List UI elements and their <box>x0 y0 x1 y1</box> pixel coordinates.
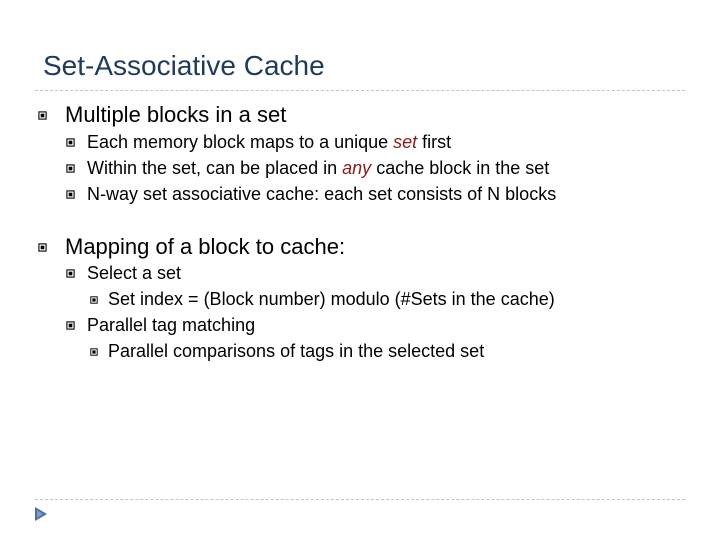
item-text: Within the set, can be placed in <box>87 158 343 178</box>
square-bullet-icon <box>66 164 75 173</box>
square-bullet-icon <box>90 348 98 356</box>
list-item-unique-set <box>87 132 451 153</box>
list-item-n-way: N-way set associative cache: each set consists of N blocks <box>87 184 557 204</box>
list-item-tag-matching: Parallel tag matching <box>87 315 256 335</box>
nav-arrow-icon[interactable] <box>34 506 48 522</box>
list-item-select-set: Select a set <box>87 263 182 283</box>
sub-item-set-index: Set index = (Block number) modulo (#Sets in the cache) <box>108 289 555 309</box>
item-text: first <box>417 132 452 152</box>
square-bullet-icon <box>66 321 75 330</box>
emphasis-any: any <box>342 158 372 178</box>
footer-divider <box>35 499 685 500</box>
square-bullet-icon <box>90 296 98 304</box>
square-bullet-icon <box>38 243 47 252</box>
section-heading-blocks: Multiple blocks in a set <box>65 102 287 127</box>
square-bullet-icon <box>66 269 75 278</box>
list-item-any-block <box>87 158 549 179</box>
slide-title: Set-Associative Cache <box>43 50 325 81</box>
section-heading-mapping: Mapping of a block to cache: <box>65 234 346 259</box>
emphasis-set: set <box>393 132 418 152</box>
square-bullet-icon <box>66 190 75 199</box>
title-divider <box>35 90 685 91</box>
sub-item-parallel-comparisons: Parallel comparisons of tags in the selected set <box>108 341 485 361</box>
item-text: Each memory block maps to a unique <box>87 132 394 152</box>
item-text: cache block in the set <box>371 158 550 178</box>
square-bullet-icon <box>38 111 47 120</box>
square-bullet-icon <box>66 138 75 147</box>
